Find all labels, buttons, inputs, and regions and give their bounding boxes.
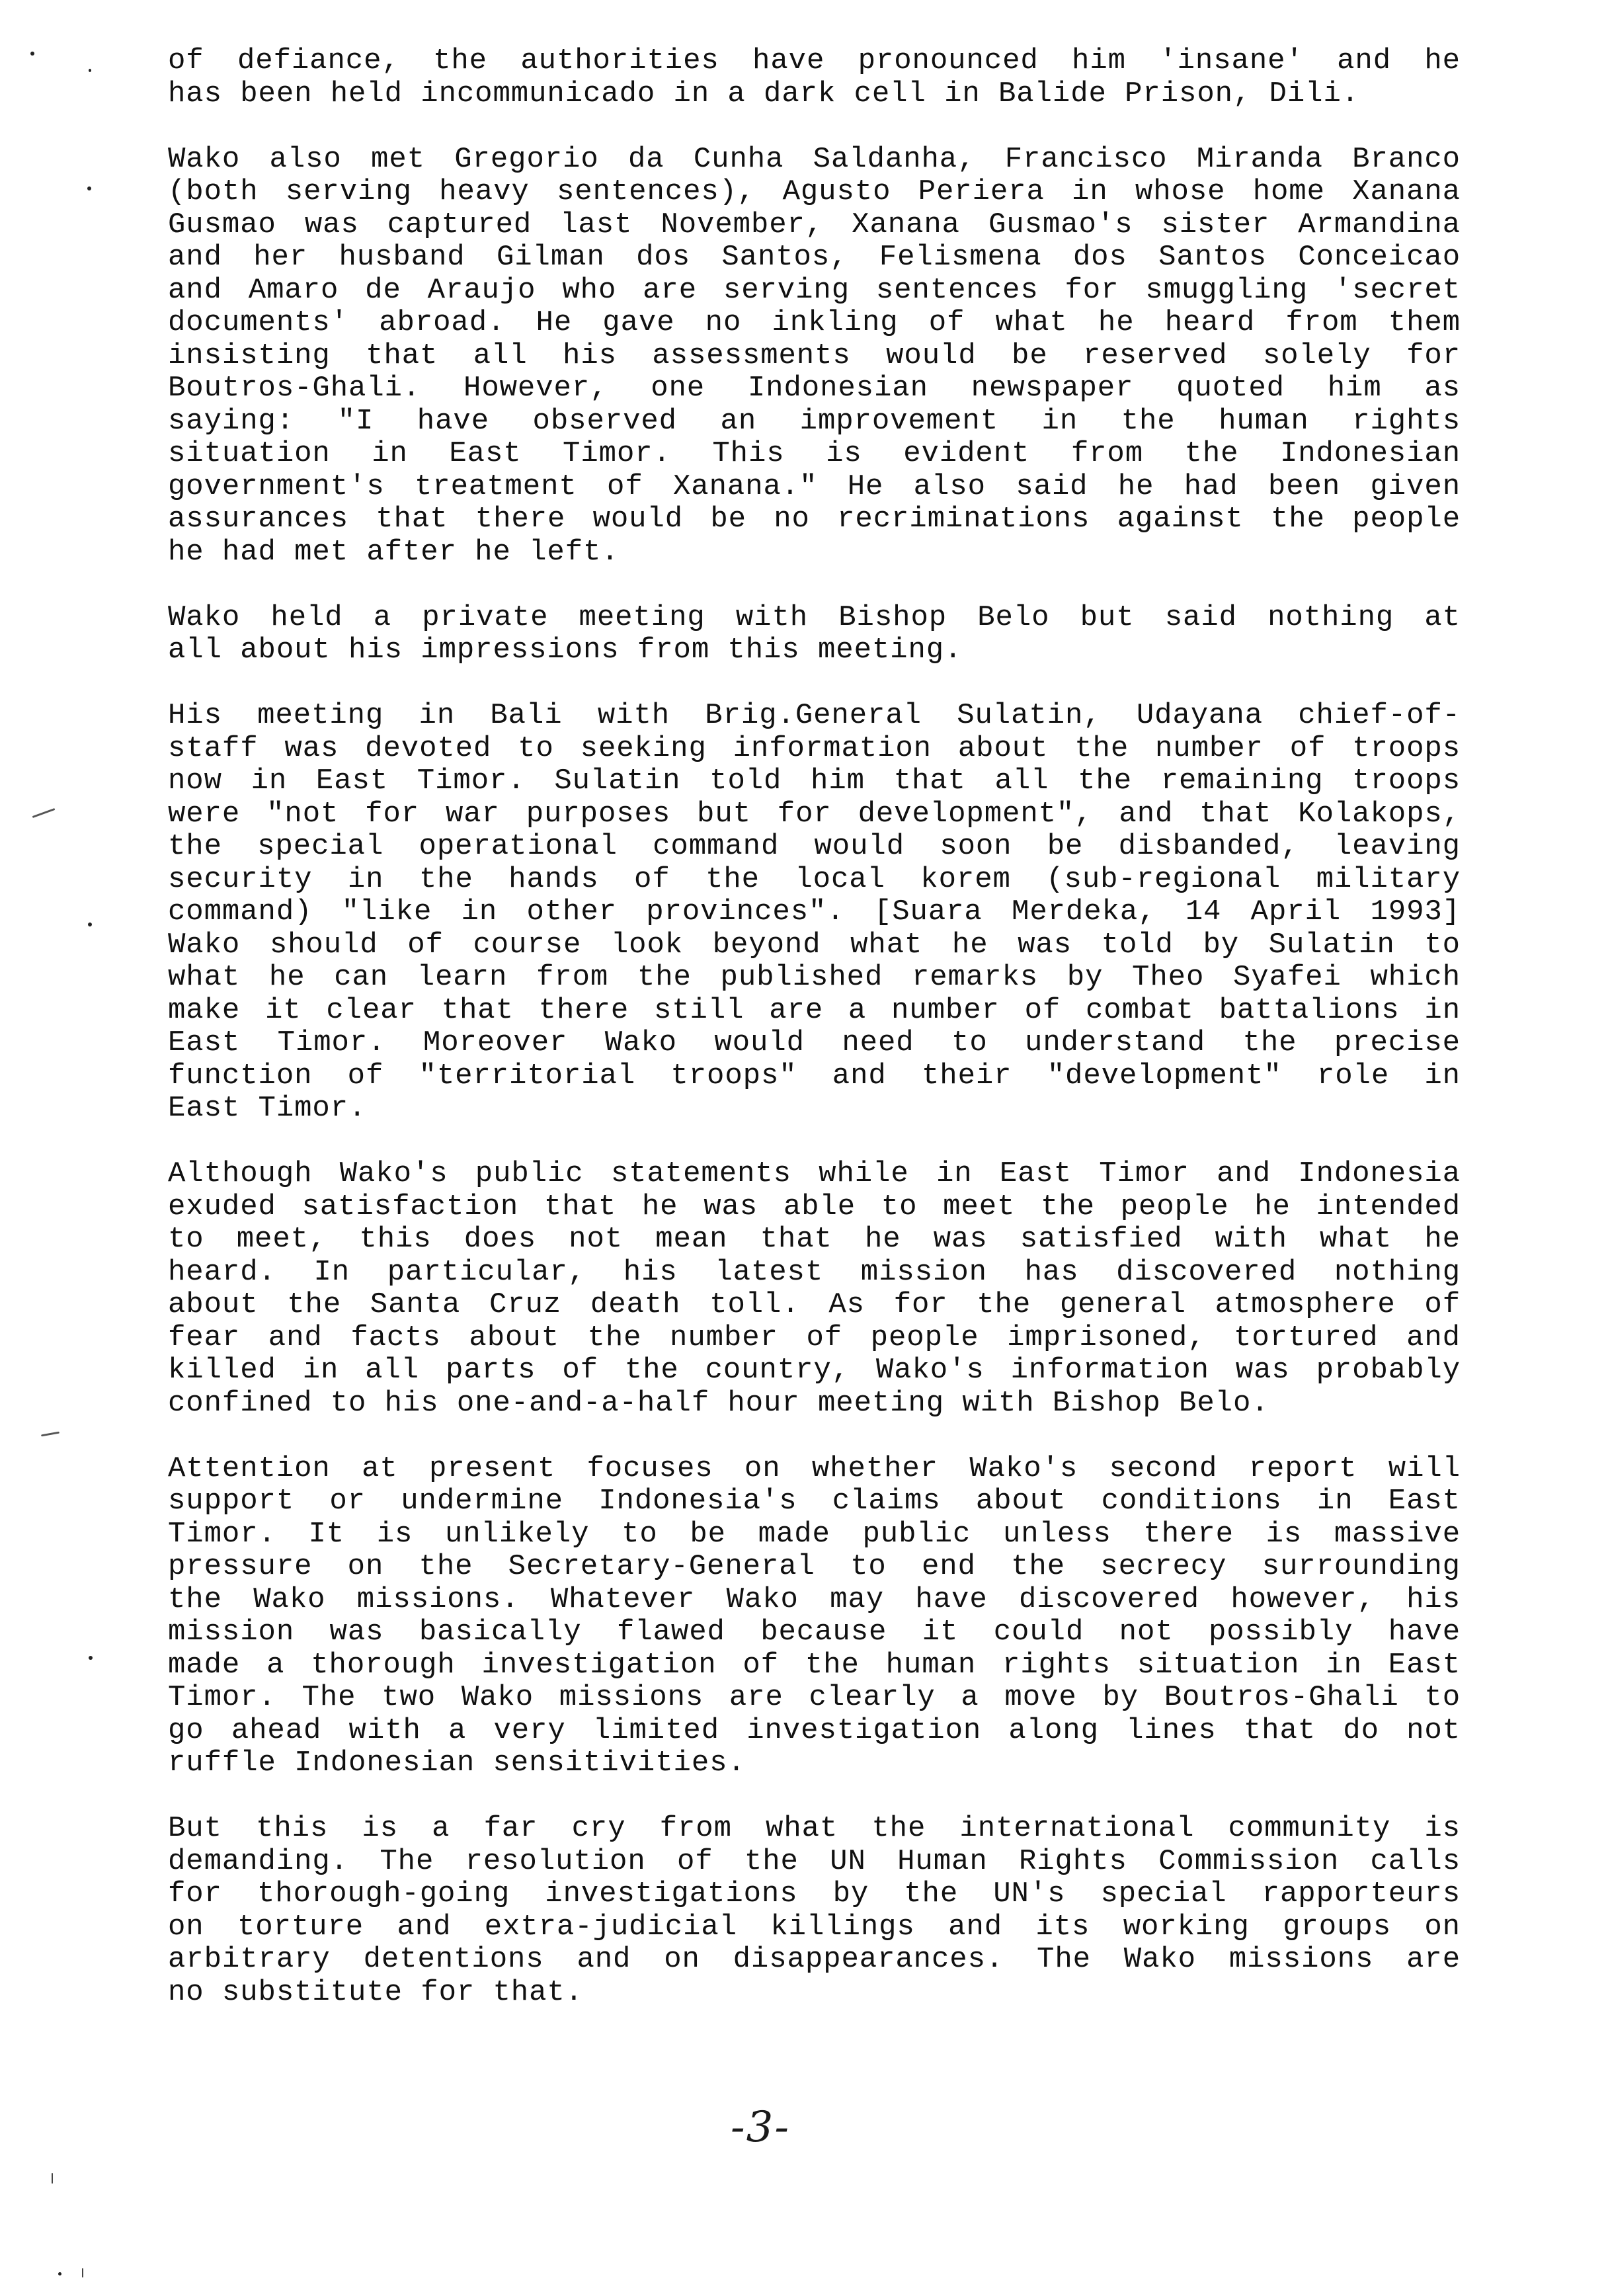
- paragraph: [168, 1453, 1461, 1780]
- text-line: confined to his one-and-a-half hour meeting with Bishop Belo.: [168, 1386, 1269, 1420]
- scan-speck: [89, 1656, 93, 1660]
- scan-speck: [87, 186, 91, 190]
- text-line: Wako also met Gregorio da Cunha Saldanha, Francisco Miranda Branco: [168, 142, 1461, 176]
- text-line: for thorough-going investigations by the UN's special rapporteurs: [168, 1877, 1461, 1910]
- text-line: Gusmao was captured last November, Xanana Gusmao's sister Armandina: [168, 208, 1461, 241]
- text-line: the special operational command would soon be disbanded, leaving: [168, 830, 1461, 863]
- text-line: made a thorough investigation of the human rights situation in East: [168, 1648, 1461, 1682]
- margin-mark: [52, 2173, 53, 2184]
- text-line: killed in all parts of the country, Wako's information was probably: [168, 1354, 1461, 1387]
- text-line: demanding. The resolution of the UN Human Rights Commission calls: [168, 1844, 1461, 1878]
- text-line: fear and facts about the number of people imprisoned, tortured and: [168, 1321, 1461, 1354]
- text-line: pressure on the Secretary-General to end the secrecy surrounding: [168, 1550, 1461, 1583]
- paragraph: [168, 700, 1461, 1126]
- scan-speck: [89, 69, 91, 72]
- paragraph: [168, 602, 1461, 667]
- text-line: and her husband Gilman dos Santos, Felismena dos Santos Conceicao: [168, 241, 1461, 274]
- text-line: situation in East Timor. This is evident from the Indonesian: [168, 437, 1461, 470]
- text-line: Timor. It is unlikely to be made public unless there is massive: [168, 1517, 1461, 1551]
- text-line: what he can learn from the published remarks by Theo Syafei which: [168, 961, 1461, 994]
- text-line: Attention at present focuses on whether Wako's second report will: [168, 1452, 1461, 1485]
- text-line: the Wako missions. Whatever Wako may have discovered however, his: [168, 1582, 1461, 1616]
- text-line: now in East Timor. Sulatin told him that all the remaining troops: [168, 764, 1461, 798]
- document-body: [168, 45, 1461, 2042]
- text-line: on torture and extra-judicial killings and its working groups on: [168, 1910, 1461, 1944]
- text-line: to meet, this does not mean that he was satisfied with what he: [168, 1223, 1461, 1256]
- text-line: Wako held a private meeting with Bishop Belo but said nothing at: [168, 600, 1461, 634]
- text-line: But this is a far cry from what the international community is: [168, 1812, 1461, 1845]
- text-line: has been held incommunicado in a dark cell in Balide Prison, Dili.: [168, 77, 1360, 110]
- scan-speck: [58, 2272, 61, 2276]
- text-line: were "not for war purposes but for development", and that Kolakops,: [168, 797, 1461, 831]
- text-line: ruffle Indonesian sensitivities.: [168, 1746, 746, 1780]
- text-line: no substitute for that.: [168, 1975, 583, 2009]
- text-line: of defiance, the authorities have pronounced him 'insane' and he: [168, 44, 1461, 77]
- paragraph: [168, 1158, 1461, 1420]
- text-line: Timor. The two Wako missions are clearly a move by Boutros-Ghali to: [168, 1681, 1461, 1714]
- text-line: function of "territorial troops" and their "development" role in: [168, 1059, 1461, 1092]
- text-line: and Amaro de Araujo who are serving sentences for smuggling 'secret: [168, 273, 1461, 307]
- paragraph: [168, 45, 1461, 110]
- paragraph: [168, 1813, 1461, 2009]
- paragraph: [168, 144, 1461, 569]
- text-line: security in the hands of the local korem (sub-regional military: [168, 862, 1461, 896]
- text-line: mission was basically flawed because it could not possibly have: [168, 1616, 1461, 1649]
- text-line: His meeting in Bali with Brig.General Sulatin, Udayana chief-of-: [168, 699, 1461, 732]
- page-number: -3-: [731, 2103, 790, 2152]
- text-line: Wako should of course look beyond what he was told by Sulatin to: [168, 928, 1461, 962]
- scan-speck: [88, 922, 92, 926]
- text-line: East Timor. Moreover Wako would need to understand the precise: [168, 1026, 1461, 1059]
- text-line: documents' abroad. He gave no inkling of what he heard from them: [168, 306, 1461, 339]
- text-line: government's treatment of Xanana." He also said he had been given: [168, 470, 1461, 503]
- text-line: support or undermine Indonesia's claims about conditions in East: [168, 1485, 1461, 1518]
- margin-mark: [82, 2268, 83, 2277]
- text-line: East Timor.: [168, 1092, 367, 1125]
- text-line: exuded satisfaction that he was able to meet the people he intended: [168, 1190, 1461, 1223]
- text-line: all about his impressions from this meeting.: [168, 634, 963, 667]
- text-line: go ahead with a very limited investigation along lines that do not: [168, 1713, 1461, 1747]
- text-line: about the Santa Cruz death toll. As for the general atmosphere of: [168, 1288, 1461, 1321]
- text-line: staff was devoted to seeking information about the number of troops: [168, 731, 1461, 765]
- margin-mark: [32, 808, 56, 818]
- margin-mark: [41, 1432, 60, 1437]
- text-line: he had met after he left.: [168, 535, 620, 569]
- text-line: insisting that all his assessments would be reserved solely for: [168, 339, 1461, 372]
- text-line: saying: "I have observed an improvement in the human rights: [168, 404, 1461, 438]
- text-line: assurances that there would be no recriminations against the people: [168, 503, 1461, 536]
- text-line: (both serving heavy sentences), Agusto Periera in whose home Xanana: [168, 175, 1461, 208]
- text-line: make it clear that there still are a number of combat battalions in: [168, 993, 1461, 1027]
- text-line: Although Wako's public statements while in East Timor and Indonesia: [168, 1157, 1461, 1190]
- text-line: heard. In particular, his latest mission has discovered nothing: [168, 1255, 1461, 1289]
- scan-speck: [30, 52, 34, 56]
- text-line: Boutros-Ghali. However, one Indonesian newspaper quoted him as: [168, 372, 1461, 405]
- text-line: command) "like in other provinces". [Suara Merdeka, 14 April 1993]: [168, 895, 1461, 928]
- text-line: arbitrary detentions and on disappearances. The Wako missions are: [168, 1943, 1461, 1976]
